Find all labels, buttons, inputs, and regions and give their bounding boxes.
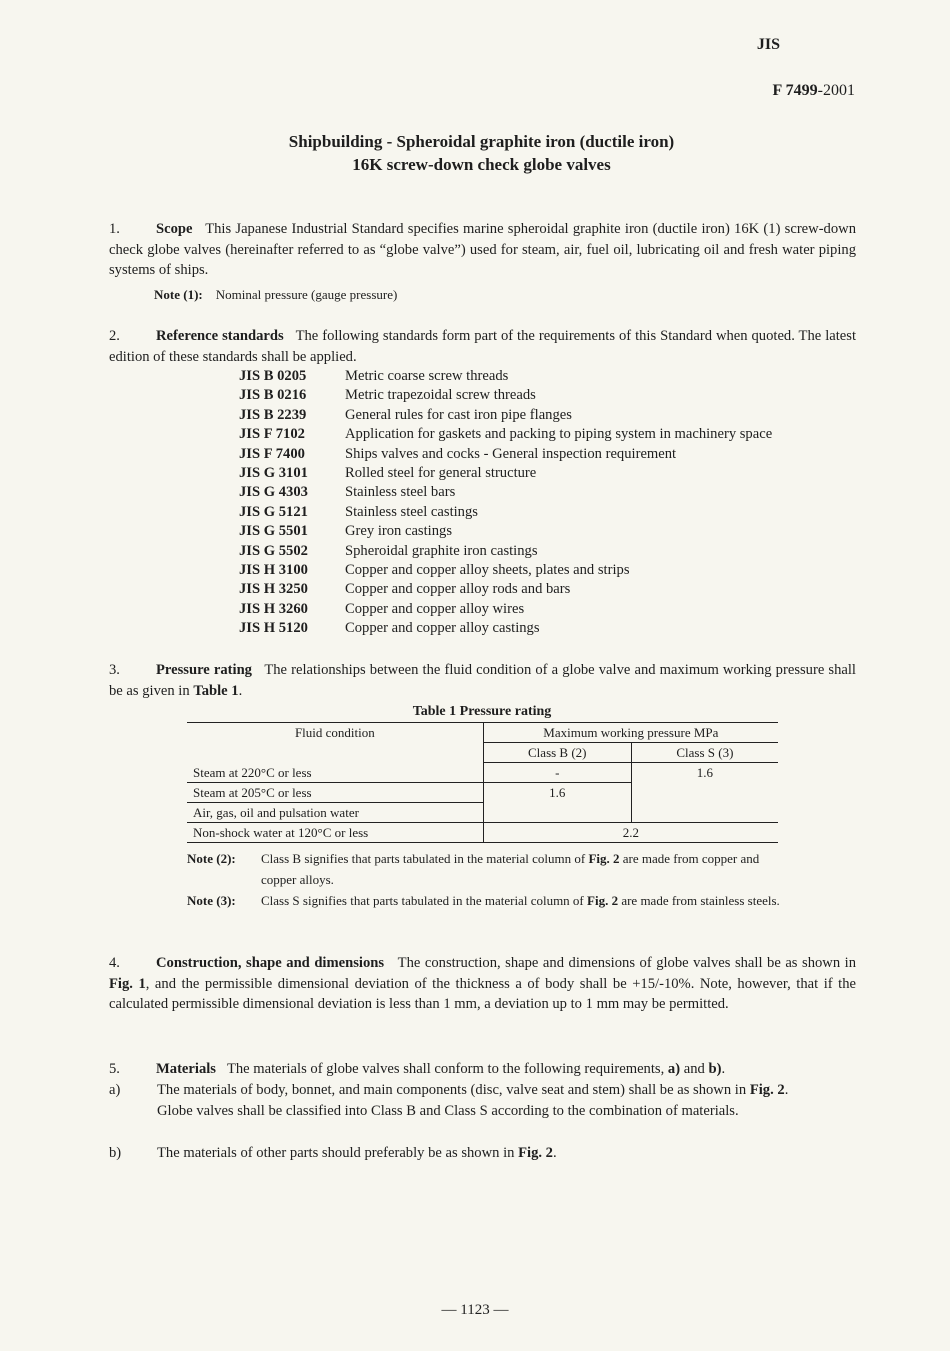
reference-item [239,619,772,638]
section-text: This Japanese Industrial Standard specifies marine spheroidal graphite iron (ductile iron) 16K (1) screw-down check globe valves (hereinafter referred to as “globe valve”) used for steam, air, fuel oil, lubricating oil and fresh water piping systems of ships. [109,221,856,278]
reference-code: JIS G 5502 [239,542,308,559]
section-scope [109,219,856,281]
section-text: and [683,1061,705,1077]
item-text [157,1143,856,1164]
section-heading: Construction, shape and dimensions [156,955,385,971]
table-note-2 [187,848,787,890]
reference-title: Copper and copper alloy rods and bars [345,581,571,598]
section-number: 3. [109,662,120,678]
header-max-pressure: Maximum working pressure MPa [483,723,778,743]
header-jis: JIS [756,36,780,53]
reference-title: Ships valves and cocks - General inspection requirement [345,445,677,462]
header-standard-number [772,82,855,100]
figure-reference: Fig. 1 [109,975,146,992]
item-key: b) [109,1145,122,1161]
reference-code: JIS B 0216 [239,387,307,404]
section-text: The materials of globe valves shall conform to the following requirements, [226,1061,665,1077]
table-caption: Table 1 Pressure rating [412,704,552,719]
title-line-1: Shipbuilding - Spheroidal graphite iron (ductile iron) [288,132,675,151]
item-text-end: . [784,1082,789,1098]
document-title [0,130,950,176]
materials-item-a [109,1080,856,1122]
note-label: Note (3): [187,893,236,908]
note-text-part: Class S signifies that parts tabulated in the material column of [261,893,584,908]
item-text-part: Globe valves shall be classified into Class B and Class S according to the combination of materials. [157,1103,739,1119]
note-text: Nominal pressure (gauge pressure) [215,287,398,302]
class-s-cell: 1.6 [696,765,714,780]
class-b-cell: 1.6 [483,783,631,823]
reference-title: Stainless steel bars [345,484,456,501]
section-number: 4. [109,955,120,971]
reference-code: JIS H 5120 [239,620,308,637]
item-text-part: The materials of body, bonnet, and main components (disc, valve seat and stem) shall be as shown in [157,1082,747,1098]
section-number: 2. [109,328,120,344]
reference-code: JIS F 7102 [239,426,305,443]
section-heading: Reference standards [156,328,284,344]
item-text-end: . [552,1145,557,1161]
reference-item [239,464,772,483]
scope-note [154,286,397,304]
reference-title: Spheroidal graphite iron castings [345,542,538,559]
header-class-b: Class B (2) [483,743,631,763]
note-text-part: Class B signifies that parts tabulated in the material column of [261,851,586,866]
section-text: The construction, shape and dimensions of globe valves shall be as shown in [397,955,856,971]
section-number: 5. [109,1061,120,1077]
merged-pressure-cell: 2.2 [483,823,778,843]
reference-item [239,600,772,619]
table-note-3 [187,890,787,911]
reference-title: Metric trapezoidal screw threads [345,387,536,404]
standard-year: -2001 [817,82,855,99]
reference-title: Rolled steel for general structure [345,465,537,482]
fluid-cell: Air, gas, oil and pulsation water [187,803,483,823]
section-pressure-rating [109,660,856,701]
reference-item [239,367,772,386]
reference-code: JIS G 5501 [239,523,308,540]
item-text [157,1080,856,1122]
section-heading: Materials [156,1061,216,1077]
reference-list [239,367,772,639]
reference-title: Grey iron castings [345,523,452,540]
note-label: Note (1): [154,287,203,302]
reference-title: Copper and copper alloy castings [345,620,540,637]
reference-item [239,561,772,580]
table-reference: Table 1 [193,682,239,699]
section-text: The following standards form part of the requirements of this Standard when quoted. The latest edition of these standards shall be applied. [109,328,856,365]
title-line-2: 16K screw-down check globe valves [352,155,611,174]
figure-reference: Fig. 2 [749,1082,785,1098]
figure-reference: Fig. 2 [588,851,620,866]
note-text-part: are made from stainless steels. [621,893,780,908]
reference-item [239,406,772,425]
section-text: , and the permissible dimensional deviation of the thickness a of body shall be +15/-10%. Note, however, that if the calculated permissible dimensional deviation is less than 1 mm, a deviation up to 1 mm may be permitted. [109,975,856,1012]
item-reference: b) [708,1061,722,1077]
section-text-end: . [238,682,243,699]
reference-item [239,503,772,522]
header-class-s: Class S (3) [631,743,778,763]
section-number: 1. [109,221,120,237]
figure-reference: Fig. 2 [587,893,619,908]
reference-code: JIS H 3100 [239,562,308,579]
table-row [187,763,778,783]
reference-code: JIS H 3260 [239,600,308,617]
item-key: a) [109,1082,121,1098]
reference-title: Copper and copper alloy sheets, plates and strips [345,562,630,579]
note-label: Note (2): [187,851,236,866]
section-text: The relationships between the fluid condition of a globe valve and maximum working pressure shall be as given in [109,662,856,699]
reference-code: JIS G 3101 [239,465,308,482]
fluid-cell: Non-shock water at 120°C or less [187,823,483,843]
note-text [261,890,787,911]
figure-reference: Fig. 2 [518,1145,553,1161]
reference-code: JIS G 5121 [239,503,308,520]
reference-title: Application for gaskets and packing to piping system in machinery space [345,426,773,443]
section-heading: Scope [156,221,193,237]
section-construction [109,953,856,1015]
page-number: — 1123 — [441,1302,509,1318]
reference-title: General rules for cast iron pipe flanges [345,406,572,423]
reference-code: JIS F 7400 [239,445,305,462]
reference-title: Copper and copper alloy wires [345,600,525,617]
materials-item-b [109,1143,856,1164]
reference-title: Metric coarse screw threads [345,368,509,384]
reference-item [239,445,772,464]
item-reference: a) [667,1061,681,1077]
section-materials [109,1059,856,1080]
note-text-part: are made from copper and copper alloys. [261,851,760,887]
reference-item [239,425,772,444]
reference-item [239,522,772,541]
reference-code: JIS H 3250 [239,581,308,598]
reference-item [239,580,772,599]
fluid-cell: Steam at 205°C or less [187,783,483,803]
reference-item [239,542,772,561]
reference-code: JIS G 4303 [239,484,308,501]
item-text-part: The materials of other parts should preferably be as shown in [157,1145,515,1161]
note-text [261,848,787,890]
header-fluid-condition: Fluid condition [187,723,483,763]
reference-code: JIS B 2239 [239,406,307,423]
table-row [187,823,778,843]
reference-item [239,483,772,502]
reference-item [239,386,772,405]
pressure-rating-table [187,722,778,843]
class-b-cell: - [483,763,631,783]
section-heading: Pressure rating [156,662,252,678]
reference-title: Stainless steel castings [345,503,478,520]
fluid-cell: Steam at 220°C or less [187,763,483,783]
section-text-end: . [721,1061,726,1077]
standard-code: F 7499 [772,82,818,99]
section-reference-standards [109,326,856,367]
reference-code: JIS B 0205 [239,368,307,384]
